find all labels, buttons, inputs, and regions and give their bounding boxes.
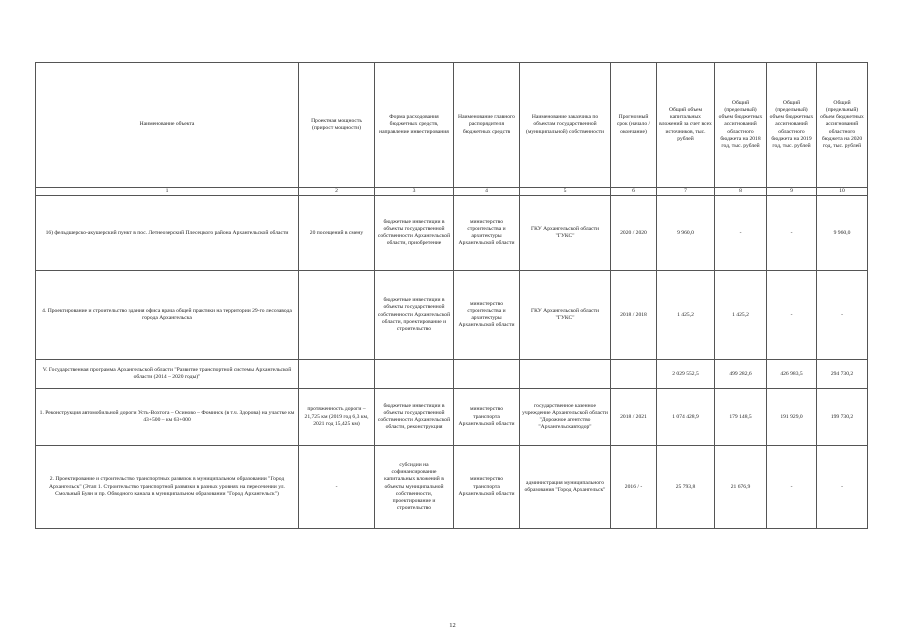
column-number-row <box>36 188 868 196</box>
term <box>611 360 657 389</box>
budget-2018: 499 282,6 <box>715 360 767 389</box>
customer <box>520 360 611 389</box>
budget-2020: 294 730,2 <box>817 360 868 389</box>
program-name: V. Государственная программа Архангельской области "Развитие транспортной системы Архангельской области (2014 – 2020 годы)" <box>36 360 299 389</box>
budget-2019: 191 929,0 <box>767 389 817 446</box>
page-number: 12 <box>449 622 456 629</box>
capacity <box>299 360 375 389</box>
total-investment: 1 425,2 <box>657 271 715 360</box>
term: 2018 / 2018 <box>611 271 657 360</box>
budget-2018: 1 425,2 <box>715 271 767 360</box>
capacity: протяженность дороги – 21,725 км (2019 год 6,3 км, 2021 год 15,425 км) <box>299 389 375 446</box>
column-number: 2 <box>299 188 375 196</box>
header-budget-manager: Наименование главного распорядителя бюджетных средств <box>454 63 520 188</box>
budget-manager <box>454 360 520 389</box>
object-name: 1. Реконструкция автомобильной дороги Усть-Вохтога – Осиново – Фоминск (в т.ч. Здорова) на участке км 43+500 – км 63+000 <box>36 389 299 446</box>
spending-form: бюджетные инвестиции в объекты государственной собственности Архангельской области, реконструкция <box>375 389 454 446</box>
customer: ГКУ Архангельской области "ГУКС" <box>520 196 611 271</box>
budget-2018: 179 148,5 <box>715 389 767 446</box>
column-number: 5 <box>520 188 611 196</box>
customer: администрация муниципального образования "Город Архангельск" <box>520 446 611 529</box>
spending-form <box>375 360 454 389</box>
budget-2019: 426 983,5 <box>767 360 817 389</box>
table-row <box>36 446 868 529</box>
budget-2020: - <box>817 446 868 529</box>
column-number: 6 <box>611 188 657 196</box>
column-number: 9 <box>767 188 817 196</box>
total-investment: 2 029 552,5 <box>657 360 715 389</box>
budget-2019: - <box>767 271 817 360</box>
header-term: Прогнозный срок (начало / окончание) <box>611 63 657 188</box>
budget-manager: министерство транспорта Архангельской области <box>454 389 520 446</box>
object-name: 16) фельдшерско-акушерский пункт в пос. Летнеозерский Плесецкого района Архангельской области <box>36 196 299 271</box>
budget-2020: 9 960,0 <box>817 196 868 271</box>
header-customer: Наименование заказчика по объектам государственной (муниципальной) собственности <box>520 63 611 188</box>
column-number: 7 <box>657 188 715 196</box>
total-investment: 9 960,0 <box>657 196 715 271</box>
object-name: 2. Проектирование и строительство транспортных развязок в муниципальном образовании "Город Архангельск" (Этап 1. Строительство транспортной развязки в разных уровнях на пересечении ул. Смольный Буян и пр. Обводного канала в муниципальном образовании "Город Архангельск") <box>36 446 299 529</box>
budget-2019: - <box>767 446 817 529</box>
column-number: 10 <box>817 188 868 196</box>
capacity: - <box>299 446 375 529</box>
budget-manager: министерство строительства и архитектуры Архангельской области <box>454 271 520 360</box>
customer: ГКУ Архангельской области "ГУКС" <box>520 271 611 360</box>
header-capacity: Проектная мощность (прирост мощности) <box>299 63 375 188</box>
header-budget-2020: Общий (предельный) объем бюджетных ассигнований областного бюджета на 2020 год, тыс. рублей <box>817 63 868 188</box>
header-total-investment: Общий объем капитальных вложений за счет всех источников, тыс. рублей <box>657 63 715 188</box>
total-investment: 1 074 428,9 <box>657 389 715 446</box>
term: 2020 / 2020 <box>611 196 657 271</box>
program-row <box>36 360 868 389</box>
term: 2018 / 2021 <box>611 389 657 446</box>
budget-2020: 199 730,2 <box>817 389 868 446</box>
object-name: 4. Проектирование и строительство здания офиса врача общей практики на территории 29-го лесозавода города Архангельска <box>36 271 299 360</box>
budget-2019: - <box>767 196 817 271</box>
budget-2020: - <box>817 271 868 360</box>
table-row <box>36 271 868 360</box>
header-budget-2018: Общий (предельный) объем бюджетных ассигнований областного бюджета на 2018 год, тыс. рублей <box>715 63 767 188</box>
column-number: 1 <box>36 188 299 196</box>
spending-form: субсидии на софинансирование капитальных вложений в объекты муниципальной собственности, проектирование и строительство <box>375 446 454 529</box>
spending-form: бюджетные инвестиции в объекты государственной собственности Архангельской области, приобретение <box>375 196 454 271</box>
table-row <box>36 196 868 271</box>
header-spending-form: Форма расходования бюджетных средств, направление инвестирования <box>375 63 454 188</box>
header-row <box>36 63 868 188</box>
column-number: 8 <box>715 188 767 196</box>
term: 2016 / - <box>611 446 657 529</box>
header-budget-2019: Общий (предельный) объем бюджетных ассигнований областного бюджета на 2019 год, тыс. рублей <box>767 63 817 188</box>
budget-manager: министерство транспорта Архангельской области <box>454 446 520 529</box>
spending-form: бюджетные инвестиции в объекты государственной собственности Архангельской области, проектирование и строительство <box>375 271 454 360</box>
table-row <box>36 389 868 446</box>
budget-manager: министерство строительства и архитектуры Архангельской области <box>454 196 520 271</box>
total-investment: 25 793,8 <box>657 446 715 529</box>
customer: государственное казенное учреждение Архангельской области "Дорожное агентство "Архангельскавтодор" <box>520 389 611 446</box>
capacity: 20 посещений в смену <box>299 196 375 271</box>
capacity <box>299 271 375 360</box>
column-number: 3 <box>375 188 454 196</box>
header-object-name: Наименование объекта <box>36 63 299 188</box>
budget-2018: 21 676,9 <box>715 446 767 529</box>
column-number: 4 <box>454 188 520 196</box>
budget-2018: - <box>715 196 767 271</box>
budget-table <box>35 62 868 529</box>
